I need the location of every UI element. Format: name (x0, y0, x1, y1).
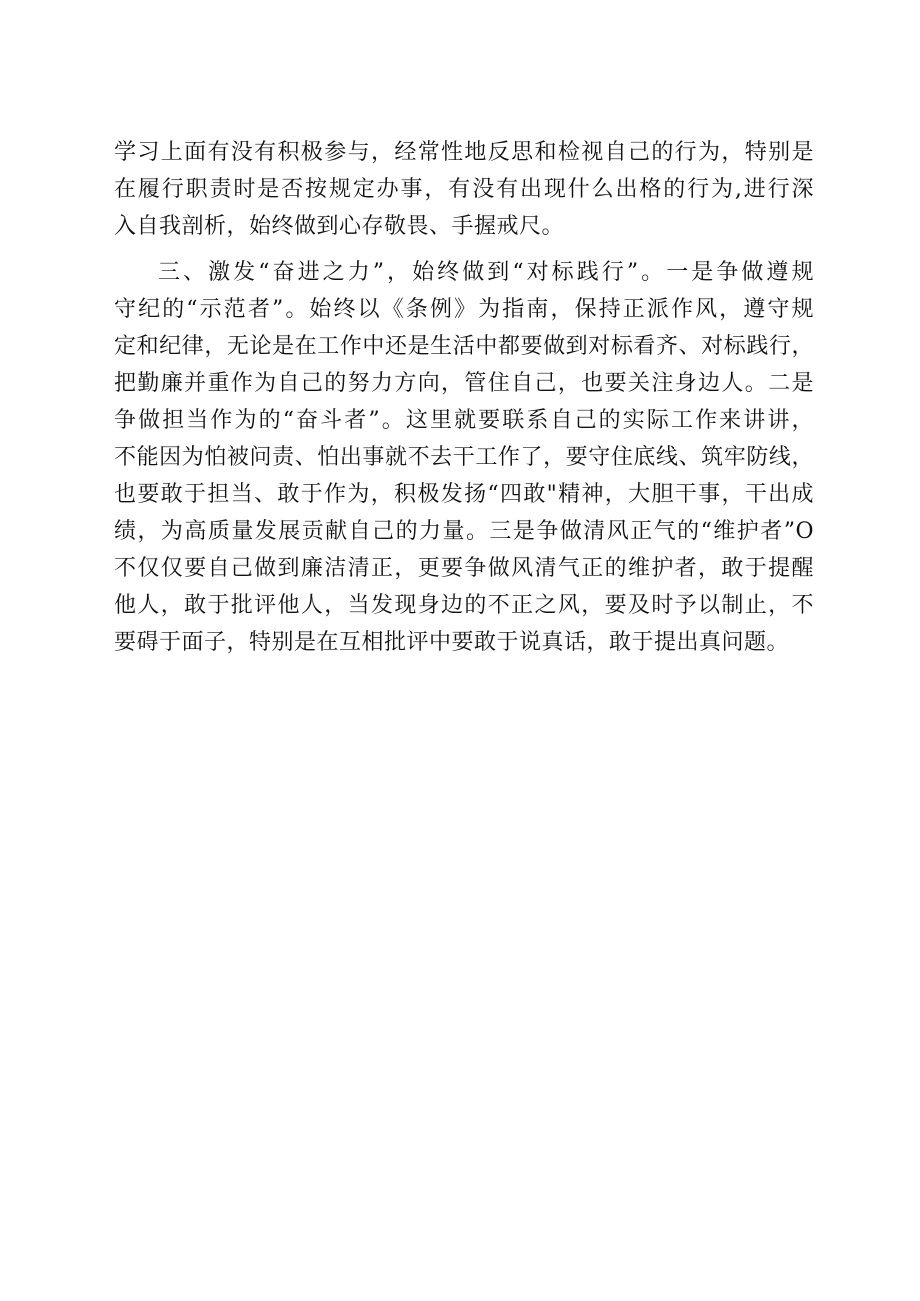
paragraph-line: 也要敢于担当、敢于作为，积极发扬“四敢"精神，大胆干事，干出成 (114, 482, 814, 507)
document-body (114, 134, 814, 661)
paragraph-2 (114, 254, 814, 661)
paragraph-line: 不仅仅要自己做到廉洁清正，更要争做风清气正的维护者，敢于提醒 (114, 556, 814, 581)
paragraph-line: 他人，敢于批评他人，当发现身边的不正之风，要及时予以制止，不 (114, 593, 814, 618)
paragraph-line: 定和纪律，无论是在工作中还是生活中都要做到对标看齐、对标践行， (114, 334, 814, 359)
paragraph-line: 入自我剖析，始终做到心存敬畏、手握戒尺。 (114, 214, 565, 239)
paragraph-line: 守纪的“示范者”。始终以《条例》为指南，保持正派作风，遵守规 (114, 297, 814, 322)
paragraph-line: 要碍于面子，特别是在互相批评中要敢于说真话，敢于提出真问题。 (114, 630, 790, 655)
paragraph-line: 绩，为高质量发展贡献自己的力量。三是争做清风正气的“维护者”O (114, 519, 814, 544)
paragraph-line: 把勤廉并重作为自己的努力方向，管住自己，也要关注身边人。二是 (114, 371, 814, 396)
paragraph-line: 在履行职责时是否按规定办事，有没有出现什么出格的行为,进行深 (114, 177, 814, 202)
paragraph-line: 学习上面有没有积极参与，经常性地反思和检视自己的行为，特别是 (114, 140, 814, 165)
paragraph-line: 不能因为怕被问责、怕出事就不去干工作了，要守住底线、筑牢防线， (114, 445, 814, 470)
paragraph-line: 争做担当作为的“奋斗者”。这里就要联系自己的实际工作来讲讲， (114, 408, 814, 433)
paragraph-line: 三、激发“奋进之力”，始终做到“对标践行”。一是争做遵规 (158, 260, 814, 285)
paragraph-1 (114, 134, 814, 245)
